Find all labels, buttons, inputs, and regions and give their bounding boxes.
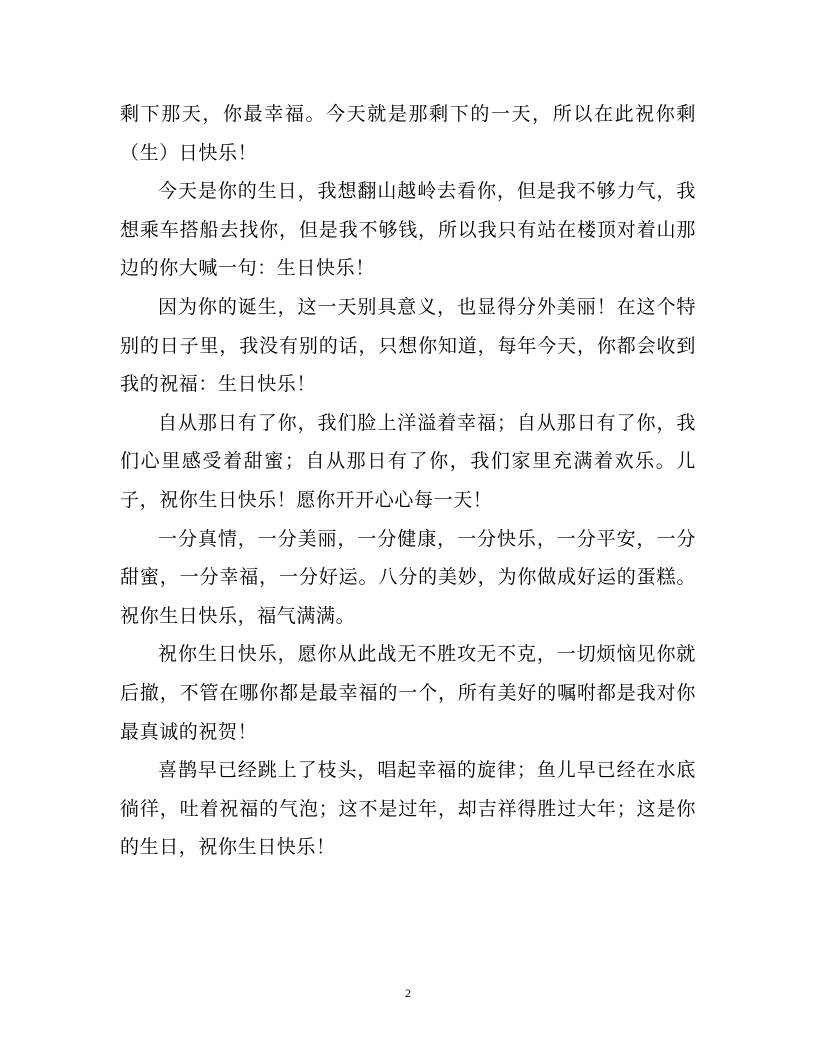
paragraph-continued: 剩下那天，你最幸福。今天就是那剩下的一天，所以在此祝你剩（生）日快乐！ xyxy=(120,103,696,164)
paragraph: 祝你生日快乐，愿你从此战无不胜攻无不克，一切烦恼见你就后撤，不管在哪你都是最幸福的一个，所有美好的嘱咐都是我对你最真诚的祝贺！ xyxy=(120,643,696,743)
paragraph: 一分真情，一分美丽，一分健康，一分快乐，一分平安，一分甜蜜，一分幸福，一分好运。八分的美妙，为你做成好运的蛋糕。祝你生日快乐，福气满满。 xyxy=(120,527,696,627)
paragraph: 自从那日有了你，我们脸上洋溢着幸福；自从那日有了你，我们心里感受着甜蜜；自从那日有了你，我们家里充满着欢乐。儿子，祝你生日快乐！愿你开开心心每一天！ xyxy=(120,411,696,511)
page-number: 2 xyxy=(405,986,411,1000)
paragraph: 因为你的诞生，这一天别具意义，也显得分外美丽！在这个特别的日子里，我没有别的话，只想你知道，每年今天，你都会收到我的祝福：生日快乐！ xyxy=(120,295,696,396)
page-body xyxy=(120,95,696,867)
paragraph: 喜鹊早已经跳上了枝头，唱起幸福的旋律；鱼儿早已经在水底徜徉，吐着祝福的气泡；这不是过年，却吉祥得胜过大年；这是你的生日，祝你生日快乐！ xyxy=(120,759,696,859)
paragraph: 今天是你的生日，我想翻山越岭去看你，但是我不够力气，我想乘车搭船去找你，但是我不够钱，所以我只有站在楼顶对着山那边的你大喊一句：生日快乐！ xyxy=(120,180,696,280)
